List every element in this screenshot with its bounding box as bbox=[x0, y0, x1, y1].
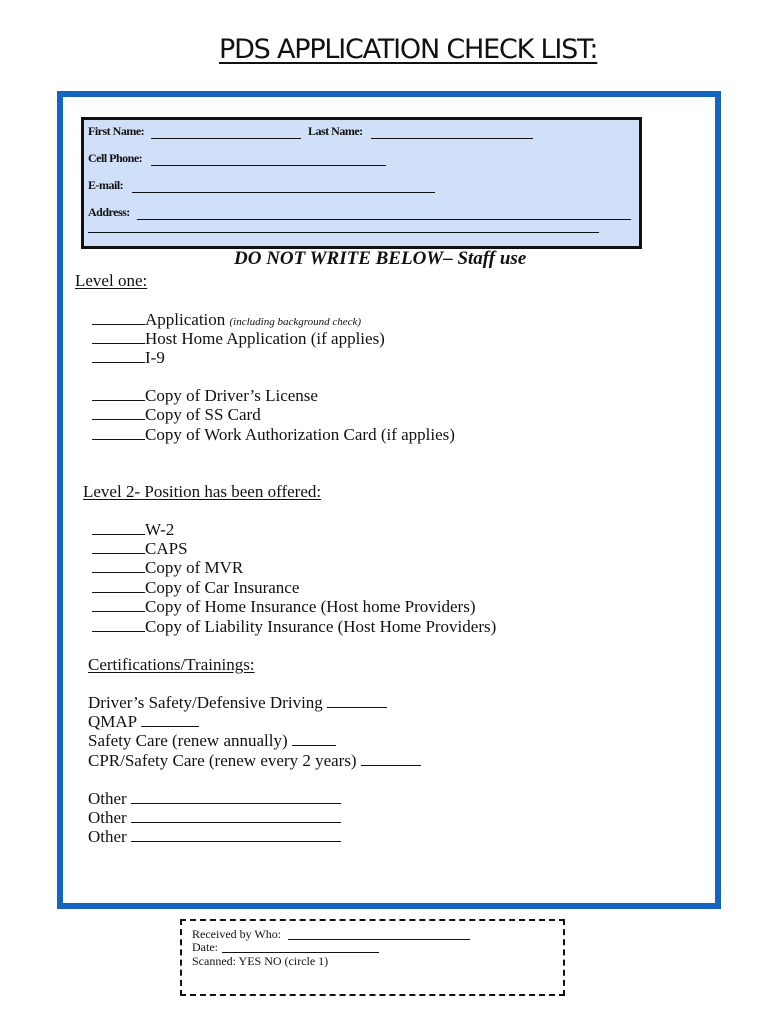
page-title: PDS APPLICATION CHECK LIST: bbox=[219, 34, 598, 65]
checkbox-blank[interactable] bbox=[92, 540, 145, 554]
checkbox-blank[interactable] bbox=[92, 521, 145, 535]
checklist-item: CAPS bbox=[92, 539, 188, 558]
checklist-item: I-9 bbox=[92, 348, 165, 367]
received-box bbox=[180, 919, 565, 996]
address-label: Address: bbox=[88, 205, 130, 219]
cell-phone-label: Cell Phone: bbox=[88, 151, 143, 165]
checkbox-blank[interactable] bbox=[92, 426, 145, 440]
first-name-label: First Name: bbox=[88, 124, 145, 138]
checkbox-blank[interactable] bbox=[92, 618, 145, 632]
last-name-label: Last Name: bbox=[308, 124, 363, 138]
checklist-item: Application (including background check) bbox=[92, 310, 361, 332]
checkbox-blank[interactable] bbox=[92, 330, 145, 344]
email-field[interactable] bbox=[132, 192, 435, 193]
checklist-item: Copy of Car Insurance bbox=[92, 578, 299, 597]
address-field[interactable] bbox=[137, 219, 631, 220]
cell-phone-field[interactable] bbox=[151, 165, 386, 166]
certifications-heading: Certifications/Trainings: bbox=[88, 655, 255, 674]
address-field-line-2[interactable] bbox=[88, 232, 599, 233]
last-name-field[interactable] bbox=[371, 138, 533, 139]
certification-blank[interactable] bbox=[292, 732, 336, 746]
checklist-item: Copy of Driver’s License bbox=[92, 386, 318, 405]
certification-item: Safety Care (renew annually) bbox=[88, 731, 336, 750]
checklist-item: Copy of SS Card bbox=[92, 405, 261, 424]
checklist-item: Copy of MVR bbox=[92, 558, 243, 577]
certification-item: Driver’s Safety/Defensive Driving bbox=[88, 693, 387, 712]
received-by-label: Received by Who: bbox=[192, 927, 282, 941]
checklist-item: Copy of Home Insurance (Host home Providers) bbox=[92, 597, 476, 616]
level-one-heading: Level one: bbox=[75, 271, 148, 290]
received-by-field[interactable] bbox=[288, 939, 470, 940]
email-label: E-mail: bbox=[88, 178, 124, 192]
checklist-item: W-2 bbox=[92, 520, 174, 539]
checklist-item: Copy of Liability Insurance (Host Home Providers) bbox=[92, 617, 496, 636]
other-blank[interactable] bbox=[131, 809, 341, 823]
certification-blank[interactable] bbox=[327, 694, 387, 708]
certification-item: QMAP bbox=[88, 712, 199, 731]
checkbox-blank[interactable] bbox=[92, 579, 145, 593]
date-label: Date: bbox=[192, 940, 218, 954]
applicant-info-box bbox=[81, 117, 642, 249]
checkbox-blank[interactable] bbox=[92, 311, 145, 325]
checkbox-blank[interactable] bbox=[92, 598, 145, 612]
checkbox-blank[interactable] bbox=[92, 559, 145, 573]
date-field[interactable] bbox=[222, 952, 379, 953]
checklist-item: Host Home Application (if applies) bbox=[92, 329, 385, 348]
certification-item: CPR/Safety Care (renew every 2 years) bbox=[88, 751, 421, 770]
staff-use-notice: DO NOT WRITE BELOW– Staff use bbox=[234, 248, 527, 269]
checkbox-blank[interactable] bbox=[92, 387, 145, 401]
checkbox-blank[interactable] bbox=[92, 349, 145, 363]
checkbox-blank[interactable] bbox=[92, 406, 145, 420]
level-two-heading: Level 2- Position has been offered: bbox=[83, 482, 322, 501]
other-item: Other bbox=[88, 827, 341, 846]
scanned-text: Scanned: YES NO (circle 1) bbox=[192, 954, 329, 968]
other-item: Other bbox=[88, 789, 341, 808]
first-name-field[interactable] bbox=[151, 138, 301, 139]
certification-blank[interactable] bbox=[361, 752, 421, 766]
other-item: Other bbox=[88, 808, 341, 827]
checklist-item: Copy of Work Authorization Card (if applies) bbox=[92, 425, 455, 444]
other-blank[interactable] bbox=[131, 790, 341, 804]
other-blank[interactable] bbox=[131, 828, 341, 842]
certification-blank[interactable] bbox=[141, 713, 199, 727]
